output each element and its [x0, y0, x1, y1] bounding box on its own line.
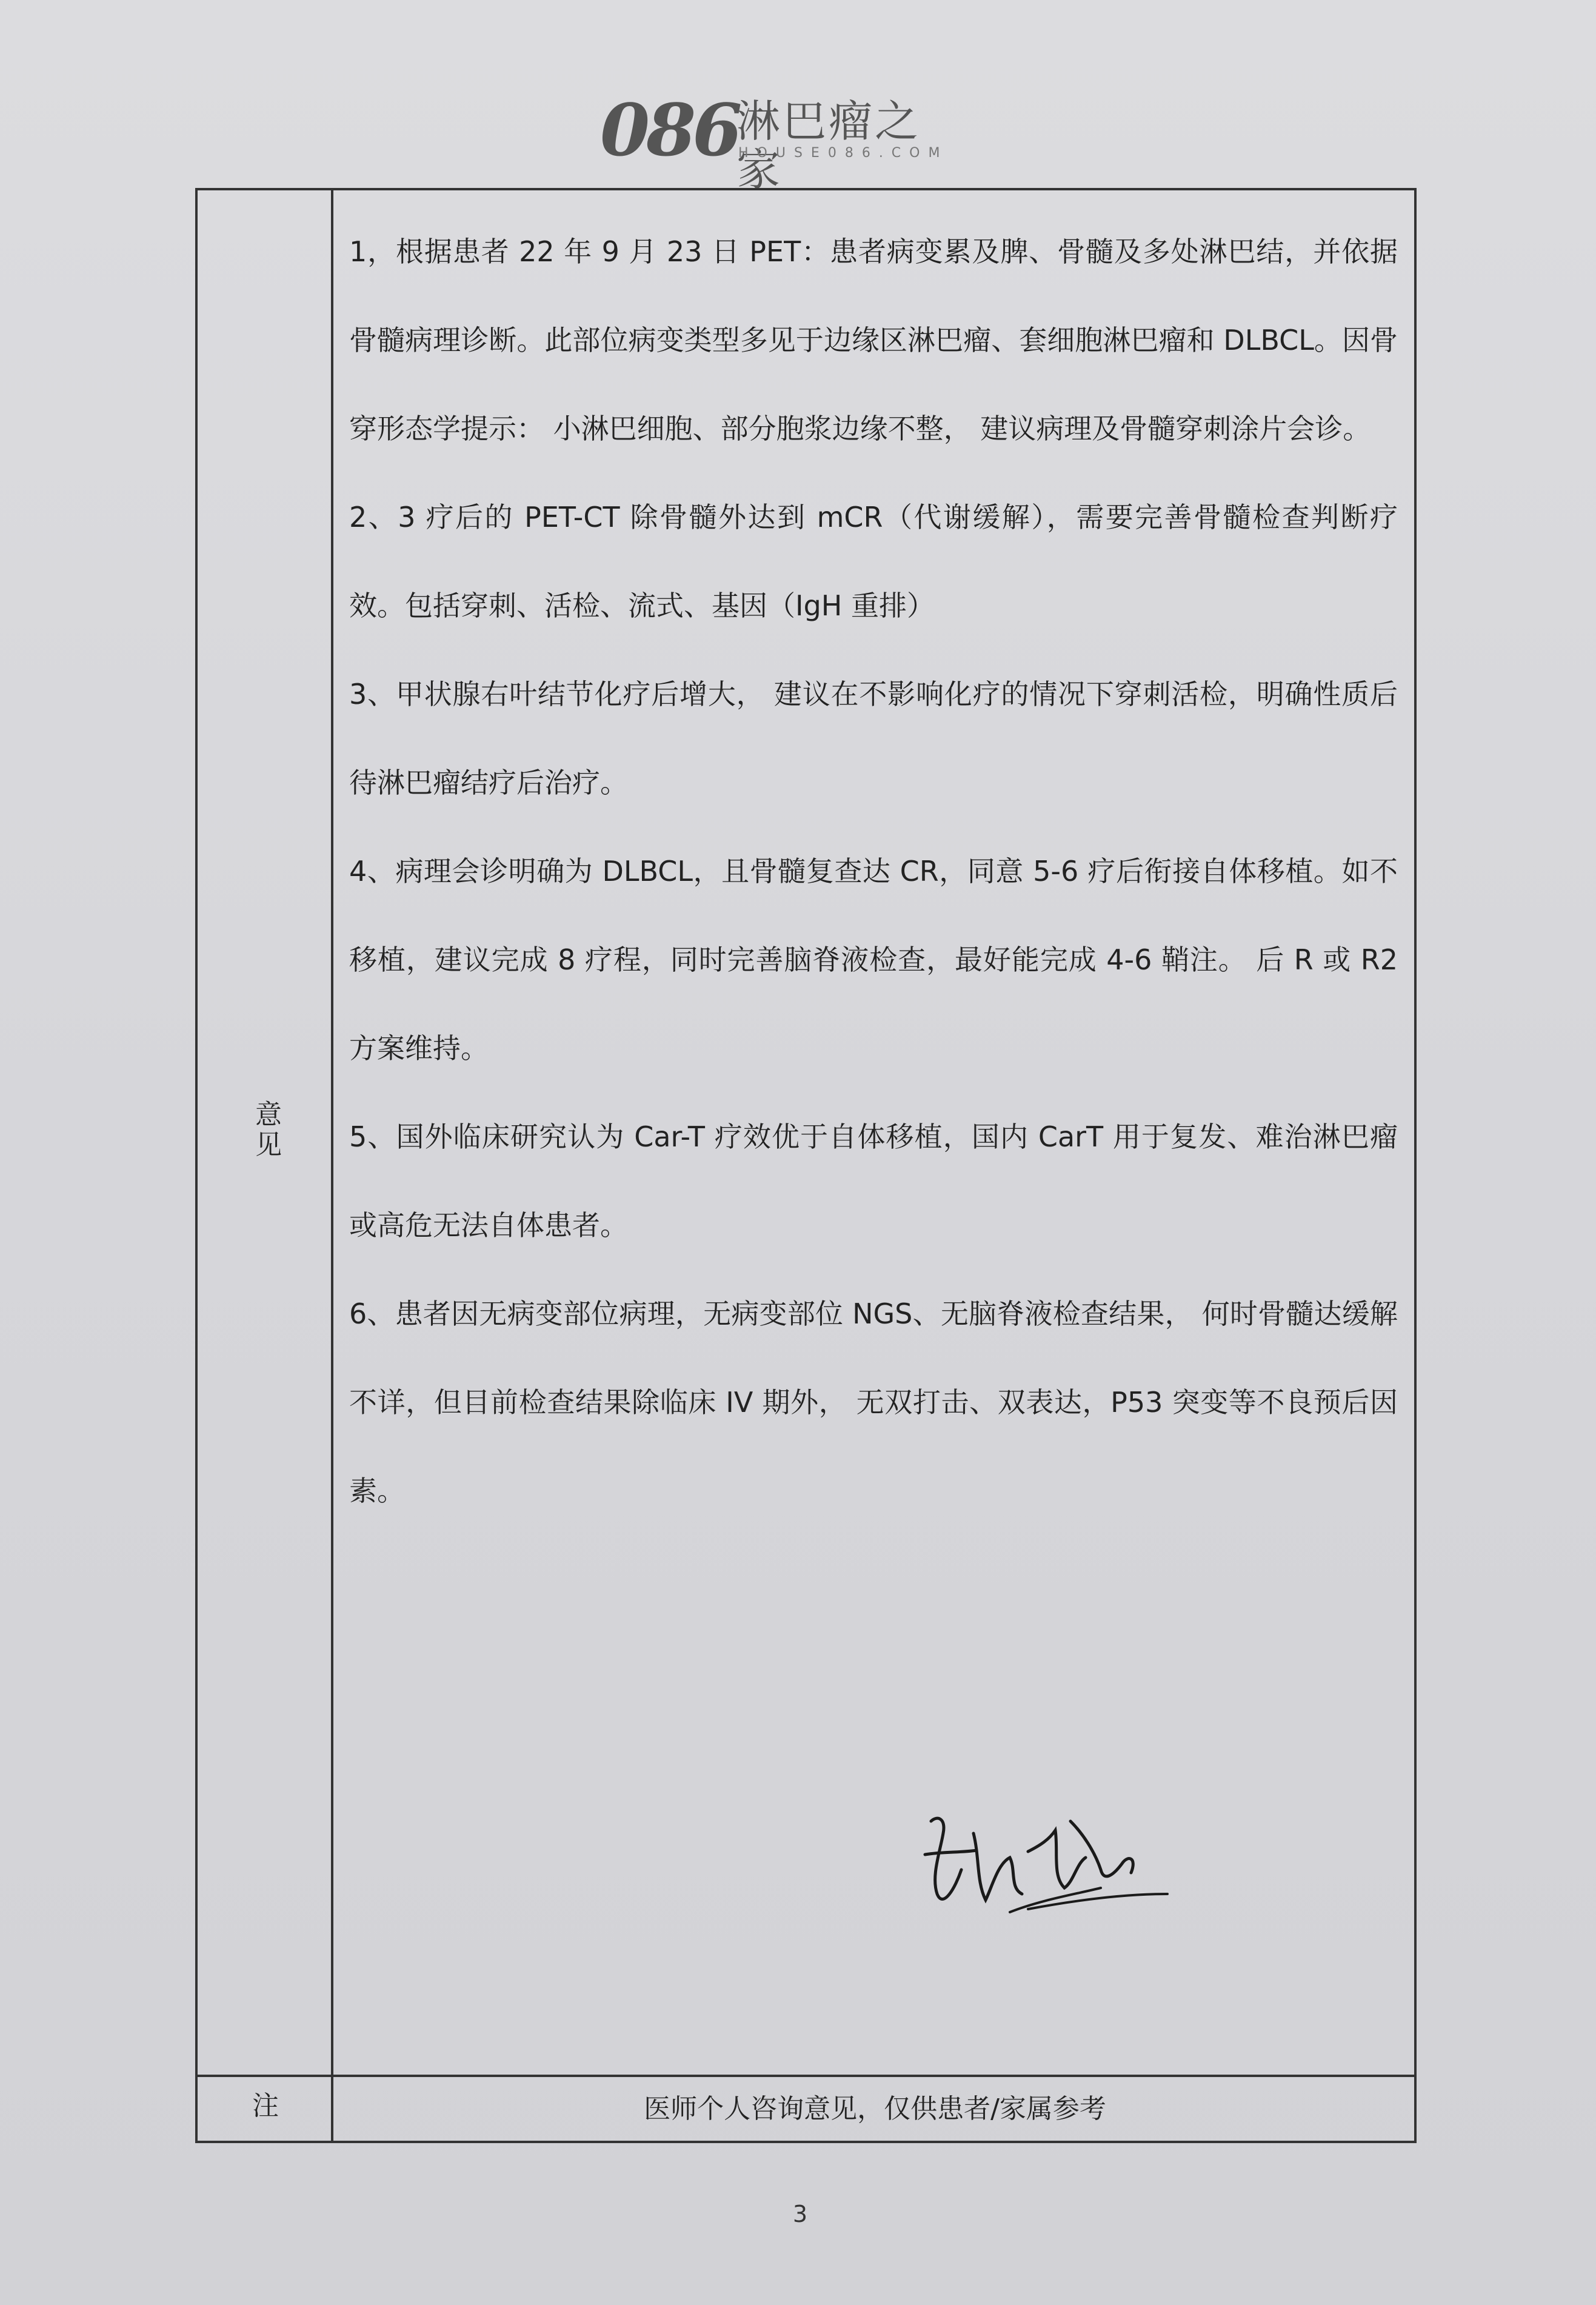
opinion-paragraph-5: 5、国外临床研究认为 Car-T 疗效优于自体移植，国内 CarT 用于复发、难治淋巴瘤或高危无法自体患者。	[349, 1120, 1398, 1242]
opinion-paragraph-4: 4、病理会诊明确为 DLBCL，且骨髓复查达 CR，同意 5-6 疗后衔接自体移植。如不移植，建议完成 8 疗程，同时完善脑脊液检查，最好能完成 4-6 鞘注。 后 R 或 R2 方案维持。	[349, 855, 1398, 1065]
row-divider	[198, 2075, 1414, 2077]
page-number: 3	[792, 2201, 808, 2227]
opinion-content	[349, 207, 1398, 1535]
note-label: 注	[252, 2090, 279, 2121]
note-text: 医师个人咨询意见，仅供患者/家属参考	[644, 2093, 1106, 2124]
opinion-table	[195, 188, 1417, 2143]
site-logo	[600, 88, 952, 195]
opinion-label: 意见	[255, 1099, 282, 1160]
opinion-paragraph-6: 6、患者因无病变部位病理，无病变部位 NGS、无脑脊液检查结果， 何时骨髓达缓解不详，但目前检查结果除临床 IV 期外， 无双打击、双表达，P53 突变等不良预后因素。	[349, 1297, 1398, 1507]
doctor-signature	[919, 1797, 1174, 1936]
logo-name: 淋巴瘤之家	[736, 96, 921, 195]
logo-number: 086	[600, 88, 739, 172]
logo-domain: HOUSE086.COM	[738, 146, 949, 161]
column-divider	[331, 190, 333, 2141]
opinion-paragraph-2: 2、3 疗后的 PET-CT 除骨髓外达到 mCR（代谢缓解），需要完善骨髓检查判断疗效。包括穿刺、活检、流式、基因（IgH 重排）	[349, 501, 1398, 622]
opinion-paragraph-3: 3、甲状腺右叶结节化疗后增大， 建议在不影响化疗的情况下穿刺活检，明确性质后待淋巴瘤结疗后治疗。	[349, 678, 1398, 799]
opinion-paragraph-1: 1，根据患者 22 年 9 月 23 日 PET：患者病变累及脾、骨髓及多处淋巴结，并依据骨髓病理诊断。此部位病变类型多见于边缘区淋巴瘤、套细胞淋巴瘤和 DLBCL。因骨穿形态学提示： 小淋巴细胞、部分胞浆边缘不整， 建议病理及骨髓穿刺涂片会诊。	[349, 235, 1398, 445]
